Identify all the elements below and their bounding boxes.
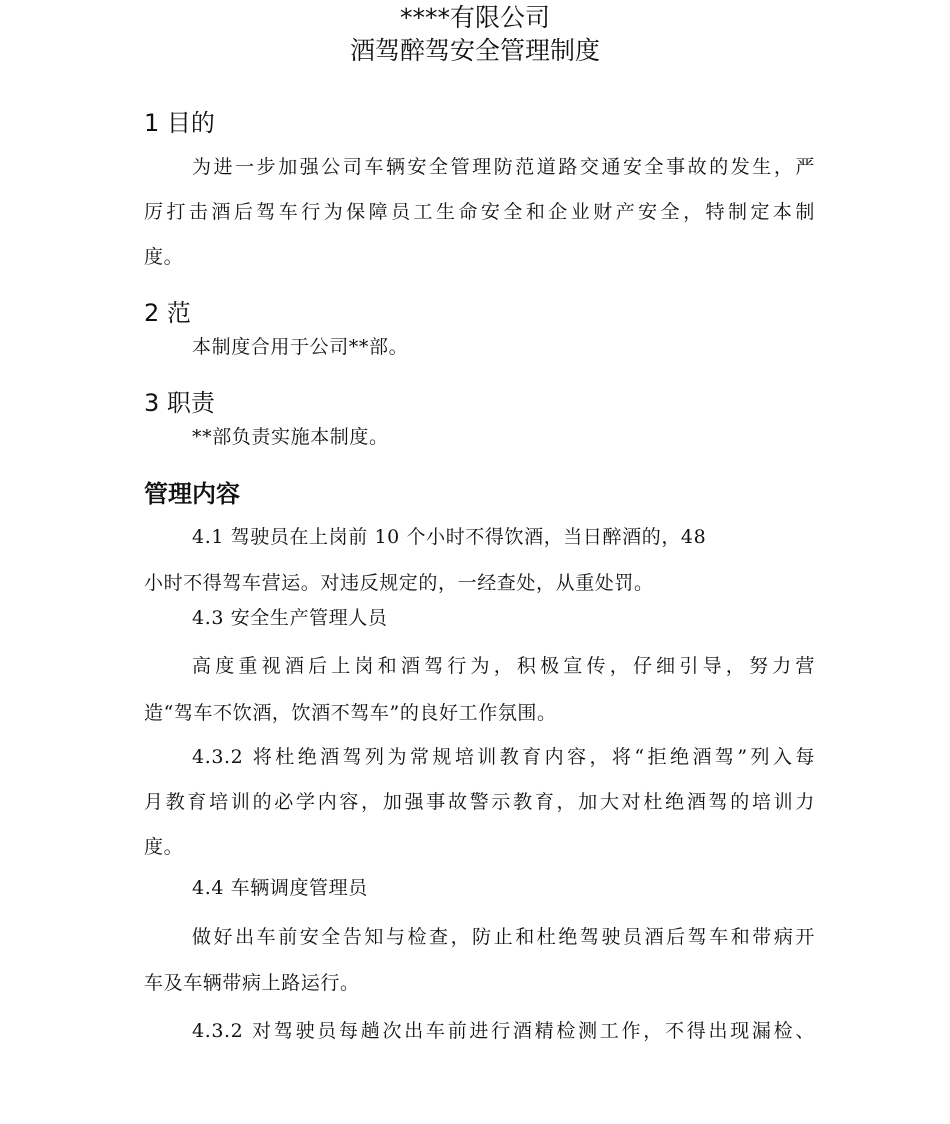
document-company-title: ****有限公司 [399,3,550,32]
section-heading-scope: 2 范 [144,299,191,327]
paragraph-line: 本制度合用于公司**部。 [192,336,409,358]
paragraph-line: 为进一步加强公司车辆安全管理防范道路交通安全事故的发生，严 [192,156,815,178]
paragraph-line: 小时不得驾车营运。对违反规定的，一经查处，从重处罚。 [144,572,654,594]
section-heading-responsibility: 3 职责 [144,389,215,417]
subsection-title: 4.3 安全生产管理人员 [192,607,388,629]
paragraph-line: 做好出车前安全告知与检查，防止和杜绝驾驶员酒后驾车和带病开 [192,926,815,948]
paragraph-line: 4.3.2 对驾驶员每趟次出车前进行酒精检测工作，不得出现漏检、 [192,1020,815,1042]
paragraph-line: 4.3.2 将杜绝酒驾列为常规培训教育内容，将“拒绝酒驾”列入每 [192,746,815,768]
paragraph-line: 车及车辆带病上路运行。 [144,972,360,994]
section-heading-purpose: 1 目的 [144,109,215,137]
document-title: 酒驾醉驾安全管理制度 [349,36,600,65]
paragraph-line: 造“驾车不饮酒，饮酒不驾车”的良好工作氛围。 [144,702,557,724]
paragraph-line: 4.1 驾驶员在上岗前 10 个小时不得饮酒，当日醉酒的，48 [192,526,707,548]
paragraph-line: 厉打击酒后驾车行为保障员工生命安全和企业财产安全，特制定本制 [144,201,815,223]
paragraph-line: 高度重视酒后上岗和酒驾行为，积极宣传，仔细引导，努力营 [192,655,815,677]
paragraph-line: 度。 [144,836,184,858]
paragraph-line: **部负责实施本制度。 [192,426,389,448]
subsection-title: 4.4 车辆调度管理员 [192,877,368,899]
section-heading-management: 管理内容 [144,480,240,508]
paragraph-line: 月教育培训的必学内容，加强事故警示教育，加大对杜绝酒驾的培训力 [144,791,815,813]
paragraph-line: 度。 [144,246,184,268]
